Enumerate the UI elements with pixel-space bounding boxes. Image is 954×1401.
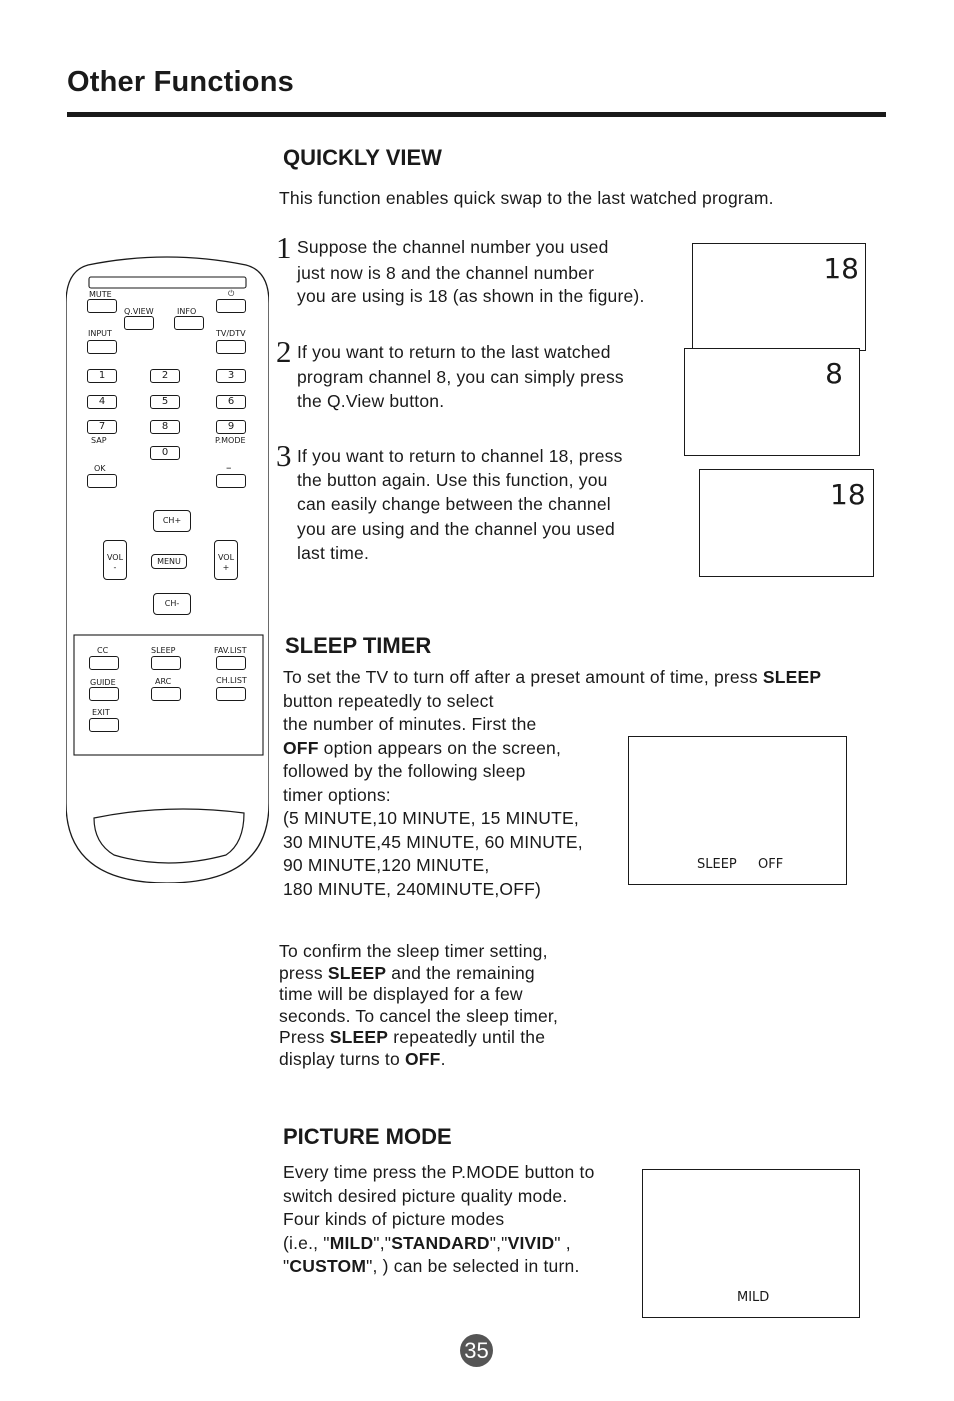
text: 90 MINUTE,120 MINUTE, (283, 855, 490, 875)
plus-label: + (222, 563, 230, 572)
vol-label: VOL (106, 553, 124, 562)
sleep-timer-heading: SLEEP TIMER (285, 633, 432, 658)
off-keyword: OFF (404, 1048, 441, 1069)
info-label: INFO (177, 307, 197, 316)
text: 180 MINUTE, 240MINUTE,OFF) (283, 878, 542, 899)
qview-label: Q.VIEW (124, 307, 154, 316)
off-keyword: OFF (283, 737, 319, 758)
sleep-keyword: SLEEP (762, 667, 822, 687)
picture-mode-osd-value: MILD (737, 1290, 770, 1305)
step-line: If you want to return to channel 18, press (297, 446, 623, 466)
qview-button[interactable] (124, 316, 154, 330)
channel-number: 18 (830, 478, 866, 511)
step-line: just now is 8 and the channel number (297, 262, 595, 283)
digit-5-button[interactable]: 5 (150, 395, 180, 409)
digit-9-button[interactable]: 9 (216, 420, 246, 434)
sleep-confirm-text (279, 941, 558, 1070)
text: press (279, 962, 328, 983)
text: Every time press the P.MODE button to (283, 1162, 595, 1182)
sleep-label: SLEEP (151, 646, 176, 655)
step-number: 2 (276, 334, 292, 369)
picture-mode-osd-screen (642, 1169, 860, 1318)
text: . (440, 1048, 446, 1069)
text: switch desired picture quality mode. (283, 1185, 568, 1206)
text: (i.e., " (283, 1232, 330, 1253)
pmode-label: P.MODE (215, 436, 246, 445)
volume-up-button[interactable] (214, 540, 238, 580)
remote-control (66, 243, 269, 883)
text: To set the TV to turn off after a preset amount of time, press (283, 667, 763, 687)
text: ", ) can be selected in turn. (366, 1256, 580, 1276)
step-line: Suppose the channel number you used (297, 237, 609, 257)
arc-button[interactable] (151, 687, 181, 701)
favlist-button[interactable] (216, 656, 246, 670)
text: (5 MINUTE,10 MINUTE, 15 MINUTE, (283, 808, 579, 828)
text: the number of minutes. First the (283, 714, 537, 734)
mode-standard: STANDARD (391, 1232, 490, 1253)
step-line: you are using is 18 (as shown in the figure). (297, 286, 645, 306)
sleep-keyword: SLEEP (329, 1027, 389, 1047)
text: Four kinds of picture modes (283, 1209, 505, 1229)
cc-label: CC (97, 646, 109, 655)
exit-label: EXIT (92, 708, 110, 717)
ok-button[interactable] (87, 474, 117, 488)
dash-button[interactable] (216, 474, 246, 488)
picture-mode-description (283, 1161, 595, 1279)
text: To confirm the sleep timer setting, (279, 941, 548, 961)
text: 30 MINUTE,45 MINUTE, 60 MINUTE, (283, 831, 583, 852)
mode-custom: CUSTOM (289, 1256, 367, 1276)
tv-screen-3 (699, 469, 874, 577)
volume-down-button[interactable] (103, 540, 127, 580)
text: and the remaining (386, 962, 535, 983)
tvdtv-label: TV/DTV (216, 329, 246, 338)
picture-mode-heading: PICTURE MODE (283, 1124, 452, 1149)
ok-label: OK (94, 464, 106, 473)
cc-button[interactable] (89, 656, 119, 670)
channel-number: 8 (825, 357, 843, 390)
step-line: program channel 8, you can simply press (297, 366, 624, 387)
sleep-osd-screen (628, 736, 847, 885)
text: timer options: (283, 784, 391, 805)
step-line: last time. (297, 542, 370, 563)
digit-7-button[interactable]: 7 (87, 420, 117, 434)
digit-0-button[interactable]: 0 (150, 446, 180, 460)
page-number: 35 (460, 1334, 493, 1367)
step-number: 3 (276, 438, 292, 473)
chlist-button[interactable] (216, 687, 246, 701)
step-number: 1 (276, 230, 292, 265)
step-line: If you want to return to the last watched (297, 342, 611, 362)
mode-vivid: VIVID (507, 1232, 555, 1253)
text: "," (373, 1232, 392, 1253)
digit-4-button[interactable]: 4 (87, 395, 117, 409)
input-label: INPUT (88, 329, 112, 338)
digit-3-button[interactable]: 3 (216, 369, 246, 383)
mute-button[interactable] (87, 299, 117, 313)
input-button[interactable] (87, 340, 117, 354)
tv-screen-1 (692, 243, 866, 351)
favlist-label: FAV.LIST (214, 646, 247, 655)
sleep-keyword: SLEEP (327, 962, 387, 983)
channel-down-button[interactable]: CH- (153, 593, 191, 615)
power-icon: ⏻ (228, 289, 235, 298)
menu-button[interactable]: MENU (151, 554, 187, 569)
text: "," (489, 1232, 508, 1253)
power-button[interactable] (216, 299, 246, 313)
step-line: the Q.View button. (297, 391, 445, 411)
mode-mild: MILD (329, 1232, 374, 1253)
sleep-osd-label: SLEEP (697, 857, 737, 872)
text: seconds. To cancel the sleep timer, (279, 1005, 559, 1026)
guide-label: GUIDE (90, 678, 116, 687)
quick-view-heading: QUICKLY VIEW (283, 145, 442, 170)
text: display turns to (279, 1048, 405, 1069)
page-title: Other Functions (67, 66, 294, 98)
info-button[interactable] (174, 316, 204, 330)
quick-view-intro: This function enables quick swap to the last watched program. (279, 188, 774, 208)
mute-label: MUTE (89, 290, 112, 299)
arc-label: ARC (155, 677, 172, 686)
channel-number: 18 (823, 252, 859, 285)
sap-label: SAP (91, 436, 107, 445)
chlist-label: CH.LIST (216, 676, 247, 685)
minus-label: - (113, 563, 117, 572)
vol-label: VOL (217, 553, 235, 562)
text: repeatedly until the (388, 1027, 546, 1047)
step-line: the button again. Use this function, you (297, 470, 608, 491)
exit-button[interactable] (89, 718, 119, 732)
digit-6-button[interactable]: 6 (216, 395, 246, 409)
dash-label: – (226, 461, 232, 474)
sleep-button[interactable] (151, 656, 181, 670)
sleep-osd-value: OFF (758, 857, 784, 872)
digit-1-button[interactable]: 1 (87, 369, 117, 383)
text: option appears on the screen, (318, 737, 562, 758)
text: button repeatedly to select (283, 690, 494, 711)
digit-8-button[interactable]: 8 (150, 420, 180, 434)
step-line: can easily change between the channel (297, 494, 611, 515)
text: time will be displayed for a few (279, 984, 523, 1004)
text: Press (279, 1027, 330, 1047)
guide-button[interactable] (89, 687, 119, 701)
channel-up-button[interactable]: CH+ (153, 510, 191, 532)
tv-screen-2 (684, 348, 860, 456)
text: " , (554, 1232, 571, 1253)
tvdtv-button[interactable] (216, 340, 246, 354)
step-line: you are using and the channel you used (297, 518, 615, 539)
title-divider (67, 112, 886, 117)
text: " (283, 1256, 290, 1276)
digit-2-button[interactable]: 2 (150, 369, 180, 383)
text: followed by the following sleep (283, 761, 526, 781)
